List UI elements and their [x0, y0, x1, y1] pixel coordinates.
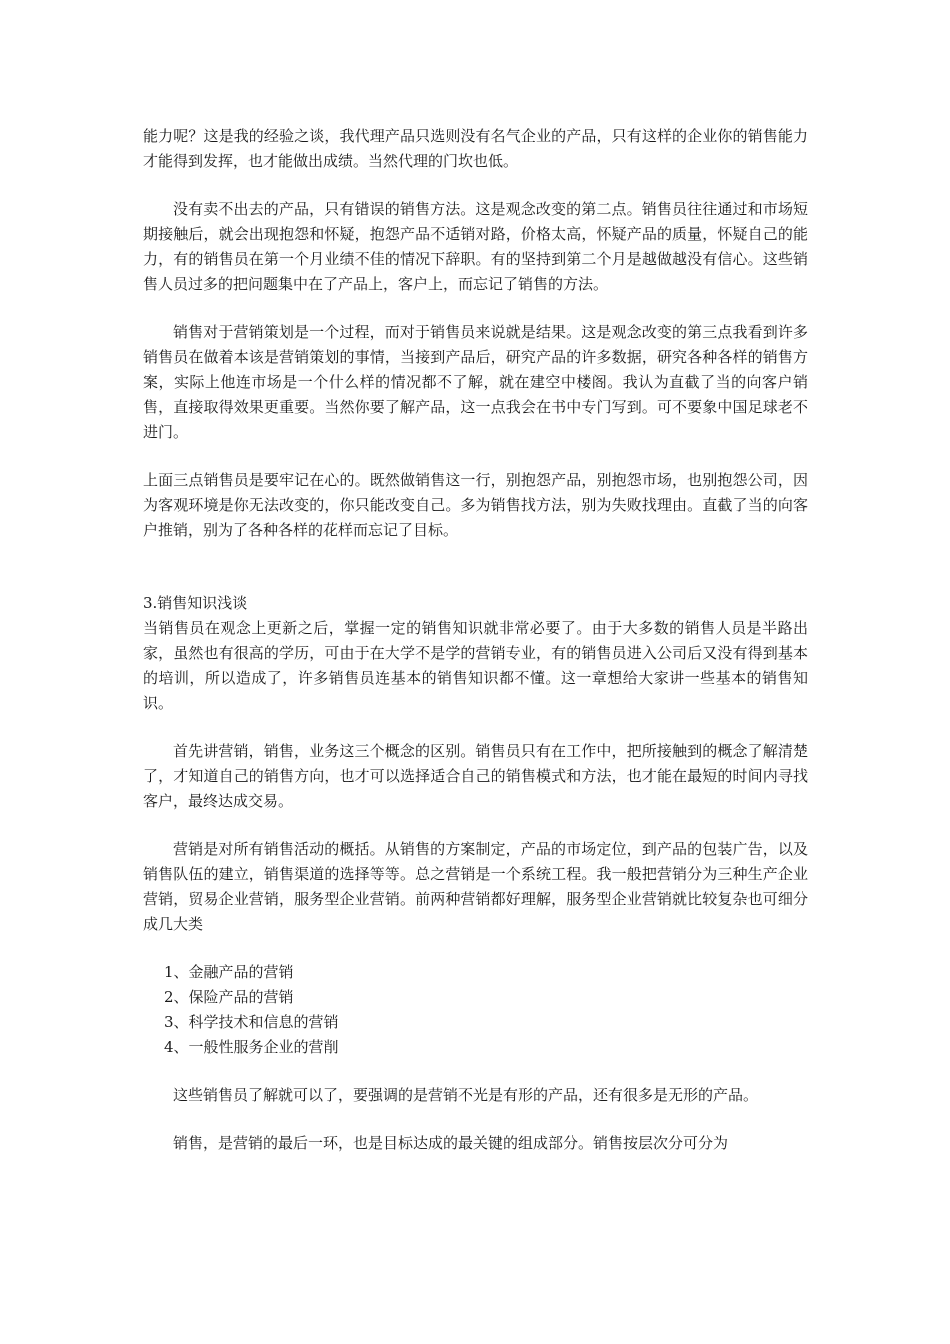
paragraph-7: 营销是对所有销售活动的概括。从销售的方案制定，产品的市场定位，到产品的包装广告，以及销售队伍的建立，销售渠道的选择等等。总之营销是一个系统工程。我一般把营销分为三种生产企业营销，贸易企业营销，服务型企业营销。前两种营销都好理解，服务型企业营销就比较复杂也可细分成几大类 — [143, 840, 808, 933]
paragraph-gap — [143, 445, 808, 468]
list-item: 1、金融产品的营销 — [164, 963, 294, 981]
paragraph-gap — [143, 937, 808, 960]
paragraph-gap — [143, 297, 808, 320]
section-heading: 3.销售知识浅谈 — [143, 594, 248, 612]
paragraph-gap — [143, 174, 808, 197]
list-item: 2、保险产品的营销 — [164, 988, 294, 1006]
paragraph-gap — [143, 1108, 808, 1131]
paragraph-4: 上面三点销售员是要牢记在心的。既然做销售这一行，别抱怨产品，别抱怨市场，也别抱怨公司，因为客观环境是你无法改变的，你只能改变自己。多为销售找方法，别为失败找理由。直截了当的向客户推销，别为了各种各样的花样而忘记了目标。 — [143, 471, 808, 539]
paragraph-gap — [143, 814, 808, 837]
paragraph-5: 当销售员在观念上更新之后，掌握一定的销售知识就非常必要了。由于大多数的销售人员是半路出家，虽然也有很高的学历，可由于在大学不是学的营销专业，有的销售员进入公司后又没有得到基本的培训，所以造成了，许多销售员连基本的销售知识都不懂。这一章想给大家讲一些基本的销售知识。 — [143, 619, 808, 712]
list-item: 4、一般性服务企业的营削 — [164, 1038, 339, 1056]
paragraph-gap — [143, 716, 808, 739]
paragraph-2: 没有卖不出去的产品，只有错误的销售方法。这是观念改变的第二点。销售员往往通过和市场短期接触后，就会出现抱怨和怀疑，抱怨产品不适销对路，价格太高，怀疑产品的质量，怀疑自己的能力，有的销售员在第一个月业绩不佳的情况下辞职。有的坚持到第二个月是越做越没有信心。这些销售人员过多的把问题集中在了产品上，客户上，而忘记了销售的方法。 — [143, 200, 808, 293]
paragraph-3: 销售对于营销策划是一个过程，而对于销售员来说就是结果。这是观念改变的第三点我看到许多销售员在做着本该是营销策划的事情，当接到产品后，研究产品的许多数据，研究各种各样的销售方案，实际上他连市场是一个什么样的情况都不了解，就在建空中楼阁。我认为直截了当的向客户销售，直接取得效果更重要。当然你要了解产品，这一点我会在书中专门写到。可不要象中国足球老不进门。 — [143, 323, 808, 441]
document-page — [143, 124, 808, 1156]
paragraph-9: 销售，是营销的最后一环，也是目标达成的最关键的组成部分。销售按层次分可分为 — [173, 1134, 729, 1152]
list-item: 3、科学技术和信息的营销 — [164, 1013, 339, 1031]
marketing-types-list — [143, 960, 808, 1060]
paragraph-8: 这些销售员了解就可以了，要强调的是营销不光是有形的产品，还有很多是无形的产品。 — [173, 1086, 759, 1104]
paragraph-6: 首先讲营销，销售，业务这三个概念的区别。销售员只有在工作中，把所接触到的概念了解清楚了，才知道自己的销售方向，也才可以选择适合自己的销售模式和方法，也才能在最短的时间内寻找客户，最终达成交易。 — [143, 742, 808, 810]
paragraph-gap — [143, 1060, 808, 1083]
section-gap — [143, 543, 808, 591]
paragraph-1: 能力呢？这是我的经验之谈，我代理产品只选则没有名气企业的产品，只有这样的企业你的销售能力才能得到发挥，也才能做出成绩。当然代理的门坎也低。 — [143, 127, 808, 170]
